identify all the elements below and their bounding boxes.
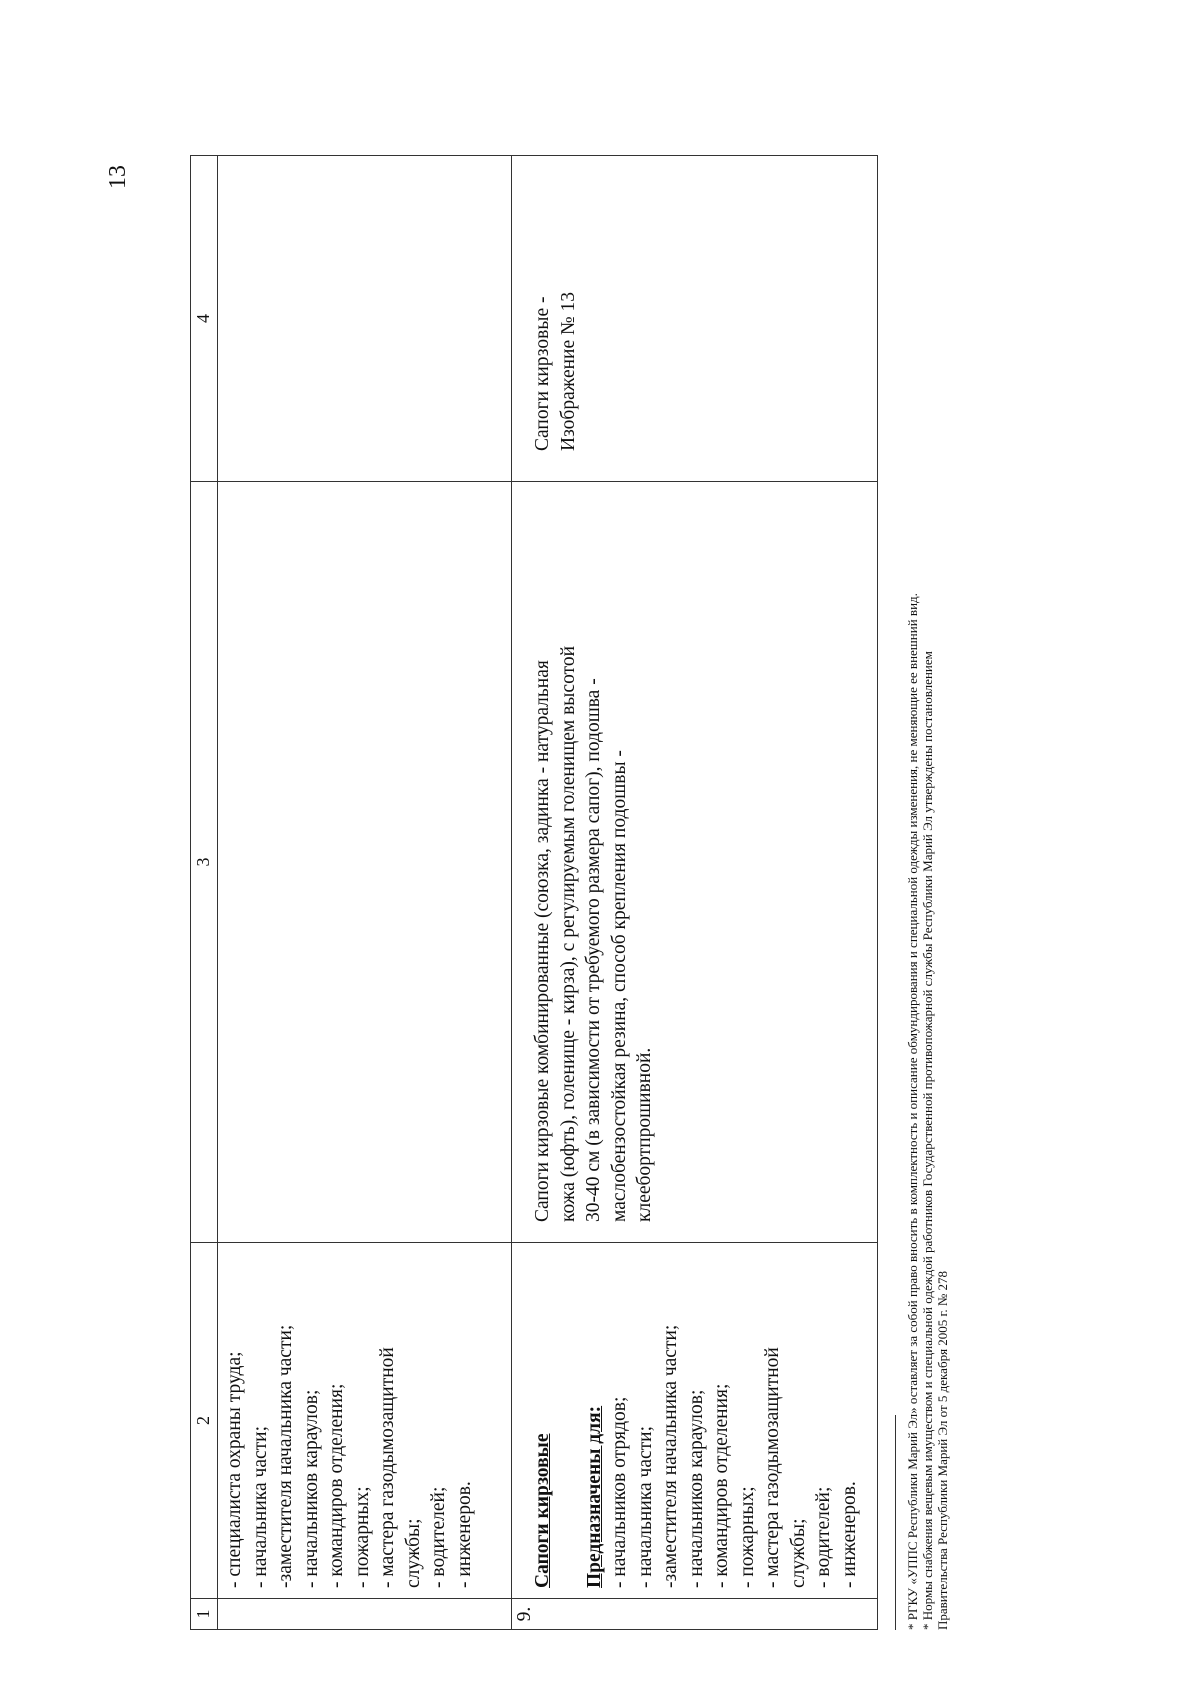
list-item: - начальников караулов; bbox=[685, 1389, 707, 1588]
row-number: 9. bbox=[512, 1599, 878, 1630]
table-row bbox=[512, 156, 878, 1630]
list-item: - пожарных; bbox=[736, 1486, 758, 1588]
list-item: службы; bbox=[787, 1518, 809, 1588]
table-row bbox=[218, 156, 512, 1630]
description-cell bbox=[512, 482, 878, 1243]
list-item: - специалиста охраны труда; bbox=[224, 1351, 245, 1588]
image-cell bbox=[512, 156, 878, 482]
list-item: - начальника части; bbox=[634, 1425, 656, 1588]
product-name: Сапоги кирзовые bbox=[532, 1433, 553, 1588]
footnote-separator bbox=[895, 1415, 896, 1630]
footnotes bbox=[905, 160, 950, 1630]
document-page bbox=[100, 145, 1100, 1650]
description-line: 30-40 см (в зависимости от требуемого размера сапог), подошва - bbox=[583, 678, 604, 1222]
description-line: кожа (юфть), голенище - кирза), с регулируемым голенищем высотой bbox=[557, 645, 579, 1222]
column-header-3: 3 bbox=[191, 482, 218, 1243]
list-item: - инженеров. bbox=[453, 1481, 475, 1588]
image-reference-line: Сапоги кирзовые - bbox=[532, 296, 553, 451]
equipment-table bbox=[190, 155, 878, 1630]
footnote: * РГКУ «УППС Республики Марий Эл» оставляет за собой право вносить в комплектность и описание обмундирования и специальной одежды изменения, не меняющие ее внешний вид. bbox=[905, 593, 920, 1630]
column-header-2: 2 bbox=[191, 1243, 218, 1599]
list-item: - начальников караулов; bbox=[300, 1389, 322, 1588]
description-line: Сапоги кирзовые комбинированные (союзка, задинка - натуральная bbox=[532, 660, 553, 1222]
list-item: - водителей; bbox=[428, 1486, 449, 1588]
row-number bbox=[218, 1599, 512, 1630]
list-item: - начальников отрядов; bbox=[609, 1396, 630, 1588]
list-item: - командиров отделения; bbox=[711, 1383, 732, 1588]
list-item: - инженеров. bbox=[838, 1481, 860, 1588]
personnel-cell bbox=[512, 1243, 878, 1599]
page-number: 13 bbox=[105, 165, 131, 189]
description-line: маслобензостойкая резина, способ крепления подошвы - bbox=[608, 750, 630, 1222]
list-item: - мастера газодымозащитной bbox=[762, 1347, 783, 1588]
list-item: - пожарных; bbox=[351, 1486, 373, 1588]
description-line: клеебортпрошивной. bbox=[634, 1047, 655, 1222]
list-item: -заместителя начальника части; bbox=[275, 1324, 296, 1588]
column-header-1: 1 bbox=[191, 1599, 218, 1630]
column-header-4: 4 bbox=[191, 156, 218, 482]
list-item: - водителей; bbox=[813, 1486, 834, 1588]
footnote: Правительства Республики Марий Эл от 5 декабря 2005 г. № 278 bbox=[935, 1270, 950, 1630]
list-item: - мастера газодымозащитной bbox=[377, 1347, 398, 1588]
footnote: * Нормы снабжения вещевым имуществом и специальной одеждой работников Государственной противопожарной службы Республики Марий Эл утверждены постановлением bbox=[920, 651, 935, 1630]
list-item: - командиров отделения; bbox=[326, 1383, 347, 1588]
list-item: службы; bbox=[402, 1518, 424, 1588]
personnel-cell bbox=[218, 1243, 512, 1599]
list-item: - начальника части; bbox=[249, 1425, 271, 1588]
image-reference-line: Изображение № 13 bbox=[557, 292, 579, 451]
intended-for-label: Предназначены для: bbox=[583, 1405, 605, 1588]
list-item: -заместителя начальника части; bbox=[660, 1324, 681, 1588]
image-cell bbox=[218, 156, 512, 482]
description-cell bbox=[218, 482, 512, 1243]
table-header-row bbox=[191, 156, 218, 1630]
